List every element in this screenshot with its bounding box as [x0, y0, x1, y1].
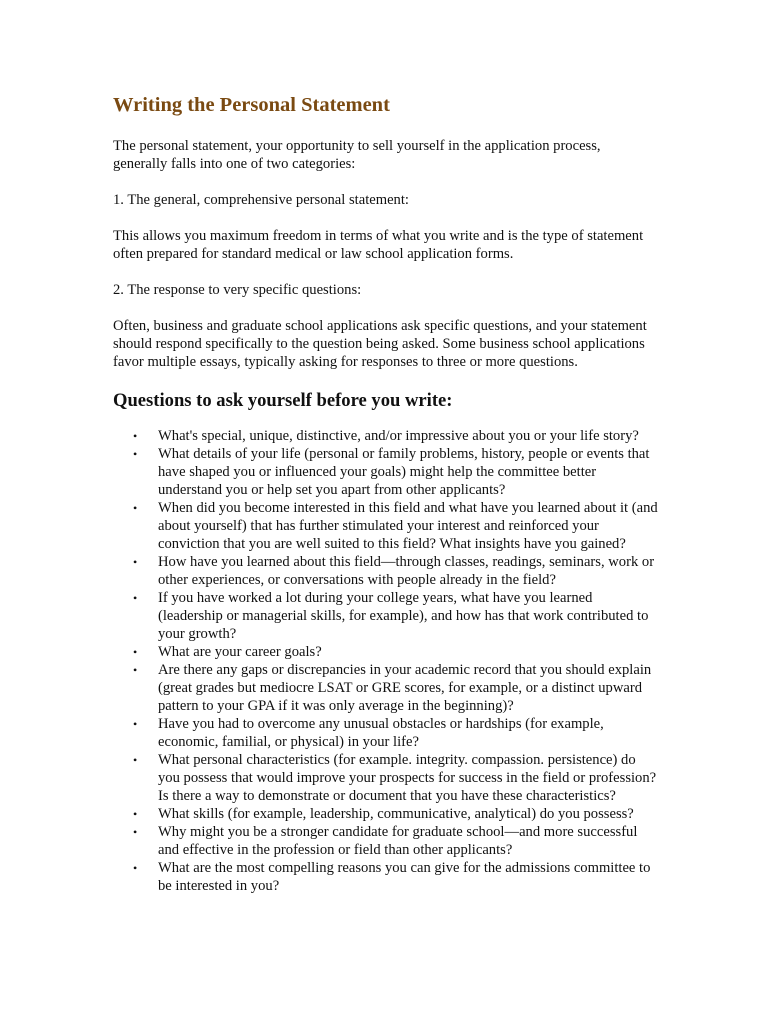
category-2-heading: 2. The response to very specific questions:: [113, 282, 362, 298]
list-item-text: What skills (for example, leadership, communicative, analytical) do you possess?: [158, 806, 634, 822]
list-item: [133, 589, 658, 643]
list-item-text: If you have worked a lot during your college years, what have you learned (leadership or managerial skills, for example), and how has that work contributed to your growth?: [158, 590, 649, 642]
questions-list: [113, 427, 658, 895]
bullet-icon: •: [133, 861, 138, 875]
list-item: [133, 643, 658, 661]
questions-heading: Questions to ask yourself before you write:: [113, 390, 453, 411]
list-item-text: Why might you be a stronger candidate for graduate school—and more successful and effective in the profession or field than other applicants?: [158, 824, 638, 858]
list-item: [133, 805, 658, 823]
bullet-icon: •: [133, 429, 138, 443]
category-2-description: Often, business and graduate school applications ask specific questions, and your statement should respond specifically to the question being asked. Some business school applications favor multiple essays, typically asking for responses to three or more questions.: [113, 318, 647, 370]
bullet-icon: •: [133, 753, 138, 767]
list-item: [133, 553, 658, 589]
bullet-icon: •: [133, 663, 138, 677]
bullet-icon: •: [133, 825, 138, 839]
bullet-icon: •: [133, 555, 138, 569]
bullet-icon: •: [133, 501, 138, 515]
list-item: [133, 499, 658, 553]
list-item: [133, 751, 658, 805]
list-item: [133, 427, 658, 445]
list-item-text: What are your career goals?: [158, 644, 322, 660]
bullet-icon: •: [133, 645, 138, 659]
list-item-text: What are the most compelling reasons you can give for the admissions committee to be interested in you?: [158, 860, 651, 894]
list-item-text: What details of your life (personal or family problems, history, people or events that have shaped you or influenced your goals) might help the committee better understand you or help set you apart from other applicants?: [158, 446, 650, 498]
list-item: [133, 859, 658, 895]
list-item: [133, 661, 658, 715]
bullet-icon: •: [133, 447, 138, 461]
list-item-text: How have you learned about this field—through classes, readings, seminars, work or other experiences, or conversations with people already in the field?: [158, 554, 655, 588]
page-title: Writing the Personal Statement: [113, 94, 390, 116]
list-item-text: What personal characteristics (for example. integrity. compassion. persistence) do you possess that would improve your prospects for success in the field or profession? Is there a way to demonstrate or document that you have these characteristics?: [158, 752, 657, 804]
bullet-icon: •: [133, 807, 138, 821]
bullet-icon: •: [133, 717, 138, 731]
list-item: [133, 823, 658, 859]
list-item: [133, 715, 658, 751]
list-item-text: When did you become interested in this field and what have you learned about it (and about yourself) that has further stimulated your interest and reinforced your conviction that you are well suited to this field? What insights have you gained?: [158, 500, 658, 552]
intro-paragraph: The personal statement, your opportunity to sell yourself in the application process, generally falls into one of two categories:: [113, 138, 601, 172]
list-item-text: Have you had to overcome any unusual obstacles or hardships (for example, economic, familial, or physical) in your life?: [158, 716, 604, 750]
category-1-description: This allows you maximum freedom in terms of what you write and is the type of statement often prepared for standard medical or law school application forms.: [113, 228, 644, 262]
list-item-text: What's special, unique, distinctive, and/or impressive about you or your life story?: [158, 428, 639, 444]
category-1-heading: 1. The general, comprehensive personal statement:: [113, 192, 409, 208]
document-page: [113, 92, 658, 895]
list-item-text: Are there any gaps or discrepancies in your academic record that you should explain (great grades but mediocre LSAT or GRE scores, for example, or a distinct upward pattern to your GPA if it was only average in the beginning)?: [158, 662, 652, 714]
list-item: [133, 445, 658, 499]
bullet-icon: •: [133, 591, 138, 605]
